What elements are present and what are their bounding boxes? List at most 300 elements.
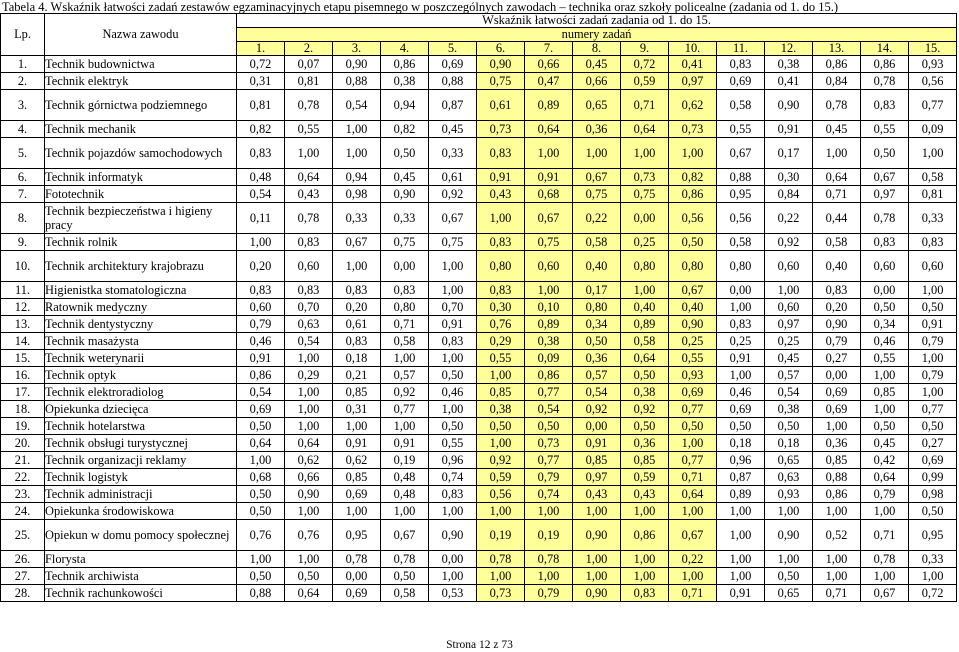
value-cell: 0,56: [717, 203, 765, 234]
row-number: 12.: [1, 299, 45, 316]
row-number: 25.: [1, 520, 45, 551]
value-cell: 1,00: [621, 551, 669, 568]
row-number: 15.: [1, 350, 45, 367]
table-row: [1, 186, 957, 203]
value-cell: 0,38: [621, 384, 669, 401]
value-cell: 0,86: [621, 520, 669, 551]
value-cell: 0,50: [477, 418, 525, 435]
value-cell: 0,78: [285, 90, 333, 121]
table-row: [1, 316, 957, 333]
value-cell: 1,00: [429, 282, 477, 299]
value-cell: 0,60: [861, 251, 909, 282]
value-cell: 0,90: [669, 316, 717, 333]
table-row: [1, 452, 957, 469]
value-cell: 0,75: [525, 234, 573, 251]
value-cell: 0,69: [237, 401, 285, 418]
value-cell: 1,00: [765, 551, 813, 568]
value-cell: 0,90: [477, 56, 525, 73]
value-cell: 0,69: [669, 384, 717, 401]
row-number: 3.: [1, 90, 45, 121]
table-row: [1, 503, 957, 520]
value-cell: 0,79: [525, 585, 573, 602]
value-cell: 0,89: [717, 486, 765, 503]
value-cell: 0,74: [525, 486, 573, 503]
value-cell: 0,96: [717, 452, 765, 469]
value-cell: 0,64: [669, 486, 717, 503]
value-cell: 1,00: [285, 384, 333, 401]
value-cell: 0,60: [525, 251, 573, 282]
value-cell: 0,73: [477, 121, 525, 138]
value-cell: 1,00: [477, 568, 525, 585]
value-cell: 0,00: [429, 551, 477, 568]
value-cell: 1,00: [909, 350, 957, 367]
value-cell: 0,91: [717, 585, 765, 602]
value-cell: 1,00: [525, 568, 573, 585]
value-cell: 0,67: [861, 169, 909, 186]
value-cell: 0,89: [525, 316, 573, 333]
value-cell: 0,27: [909, 435, 957, 452]
table-row: [1, 367, 957, 384]
value-cell: 0,77: [381, 401, 429, 418]
value-cell: 0,50: [765, 418, 813, 435]
value-cell: 0,63: [765, 469, 813, 486]
value-cell: 0,07: [285, 56, 333, 73]
value-cell: 0,50: [909, 299, 957, 316]
value-cell: 1,00: [429, 401, 477, 418]
table-row: [1, 234, 957, 251]
value-cell: 0,70: [285, 299, 333, 316]
value-cell: 0,90: [285, 486, 333, 503]
value-cell: 1,00: [429, 350, 477, 367]
value-cell: 0,62: [333, 452, 381, 469]
row-number: 13.: [1, 316, 45, 333]
row-number: 26.: [1, 551, 45, 568]
value-cell: 0,25: [669, 333, 717, 350]
value-cell: 0,21: [333, 367, 381, 384]
value-cell: 0,67: [573, 169, 621, 186]
value-cell: 0,30: [765, 169, 813, 186]
profession-name: Opiekunka środowiskowa: [45, 503, 237, 520]
value-cell: 0,72: [237, 56, 285, 73]
value-cell: 0,42: [861, 452, 909, 469]
profession-name: Technik administracji: [45, 486, 237, 503]
table-row: [1, 203, 957, 234]
value-cell: 0,50: [429, 418, 477, 435]
value-cell: 0,64: [861, 469, 909, 486]
value-cell: 1,00: [717, 568, 765, 585]
value-cell: 0,61: [333, 316, 381, 333]
value-cell: 0,33: [909, 551, 957, 568]
value-cell: 0,92: [381, 384, 429, 401]
value-cell: 1,00: [573, 138, 621, 169]
table-row: [1, 169, 957, 186]
row-number: 14.: [1, 333, 45, 350]
value-cell: 1,00: [237, 551, 285, 568]
value-cell: 0,55: [285, 121, 333, 138]
value-cell: 0,82: [237, 121, 285, 138]
value-cell: 0,38: [525, 333, 573, 350]
task-number-header: 11.: [717, 42, 765, 56]
value-cell: 0,70: [429, 299, 477, 316]
value-cell: 1,00: [285, 418, 333, 435]
table-row: [1, 520, 957, 551]
value-cell: 1,00: [861, 503, 909, 520]
value-cell: 0,80: [573, 299, 621, 316]
value-cell: 0,86: [669, 186, 717, 203]
value-cell: 0,36: [621, 435, 669, 452]
table-caption: Tabela 4. Wskaźnik łatwości zadań zestawów egzaminacyjnych etapu pisemnego w poszczególnych zawodach – technika oraz szkoły policealne (zadania od 1. do 15.): [2, 0, 839, 14]
value-cell: 0,91: [477, 169, 525, 186]
task-number-header: 8.: [573, 42, 621, 56]
value-cell: 0,50: [861, 138, 909, 169]
value-cell: 1,00: [285, 350, 333, 367]
value-cell: 0,30: [477, 299, 525, 316]
table-row: [1, 73, 957, 90]
value-cell: 0,60: [285, 251, 333, 282]
value-cell: 0,91: [909, 316, 957, 333]
value-cell: 0,40: [621, 299, 669, 316]
row-number: 6.: [1, 169, 45, 186]
value-cell: 0,91: [429, 316, 477, 333]
table-row: [1, 350, 957, 367]
value-cell: 0,95: [909, 520, 957, 551]
task-number-header: 7.: [525, 42, 573, 56]
value-cell: 0,50: [525, 418, 573, 435]
value-cell: 0,91: [525, 169, 573, 186]
value-cell: 0,83: [381, 282, 429, 299]
profession-name: Technik hotelarstwa: [45, 418, 237, 435]
value-cell: 0,50: [861, 418, 909, 435]
value-cell: 0,36: [573, 350, 621, 367]
value-cell: 0,20: [813, 299, 861, 316]
value-cell: 0,79: [237, 316, 285, 333]
header-lp: Lp.: [1, 14, 45, 56]
value-cell: 1,00: [717, 503, 765, 520]
value-cell: 0,55: [669, 350, 717, 367]
value-cell: 1,00: [333, 418, 381, 435]
value-cell: 0,50: [909, 503, 957, 520]
value-cell: 0,71: [813, 585, 861, 602]
value-cell: 0,78: [285, 203, 333, 234]
value-cell: 1,00: [621, 138, 669, 169]
value-cell: 0,80: [669, 251, 717, 282]
value-cell: 0,31: [333, 401, 381, 418]
value-cell: 0,73: [525, 435, 573, 452]
value-cell: 0,73: [669, 121, 717, 138]
value-cell: 0,50: [621, 367, 669, 384]
value-cell: 0,64: [285, 585, 333, 602]
table-row: [1, 469, 957, 486]
table-row: [1, 90, 957, 121]
value-cell: 0,52: [813, 520, 861, 551]
value-cell: 0,92: [621, 401, 669, 418]
value-cell: 0,78: [525, 551, 573, 568]
value-cell: 0,84: [813, 73, 861, 90]
value-cell: 1,00: [381, 418, 429, 435]
value-cell: 0,40: [813, 251, 861, 282]
value-cell: 1,00: [333, 138, 381, 169]
value-cell: 0,50: [717, 418, 765, 435]
value-cell: 1,00: [717, 367, 765, 384]
value-cell: 0,72: [909, 585, 957, 602]
value-cell: 0,50: [237, 568, 285, 585]
value-cell: 0,85: [477, 384, 525, 401]
value-cell: 0,78: [813, 90, 861, 121]
value-cell: 0,45: [813, 121, 861, 138]
value-cell: 0,83: [909, 234, 957, 251]
value-cell: 0,86: [861, 56, 909, 73]
value-cell: 0,50: [237, 418, 285, 435]
value-cell: 0,09: [909, 121, 957, 138]
value-cell: 0,67: [669, 282, 717, 299]
value-cell: 0,50: [285, 568, 333, 585]
value-cell: 0,64: [813, 169, 861, 186]
value-cell: 0,96: [429, 452, 477, 469]
profession-name: Technik elektryk: [45, 73, 237, 90]
value-cell: 0,71: [669, 469, 717, 486]
value-cell: 0,38: [765, 56, 813, 73]
value-cell: 0,46: [717, 384, 765, 401]
value-cell: 0,60: [765, 251, 813, 282]
value-cell: 0,73: [621, 169, 669, 186]
table-row: [1, 435, 957, 452]
table-row: [1, 384, 957, 401]
value-cell: 1,00: [285, 138, 333, 169]
value-cell: 0,55: [477, 350, 525, 367]
value-cell: 0,64: [525, 121, 573, 138]
profession-name: Technik budownictwa: [45, 56, 237, 73]
value-cell: 0,43: [477, 186, 525, 203]
profession-name: Technik pojazdów samochodowych: [45, 138, 237, 169]
value-cell: 1,00: [669, 138, 717, 169]
value-cell: 0,67: [381, 520, 429, 551]
task-number-header: 3.: [333, 42, 381, 56]
value-cell: 0,46: [861, 333, 909, 350]
value-cell: 0,25: [621, 234, 669, 251]
value-cell: 0,83: [717, 56, 765, 73]
table-row: [1, 56, 957, 73]
value-cell: 1,00: [573, 551, 621, 568]
value-cell: 0,33: [909, 203, 957, 234]
value-cell: 0,90: [573, 585, 621, 602]
row-number: 28.: [1, 585, 45, 602]
value-cell: 0,94: [333, 169, 381, 186]
value-cell: 0,83: [477, 234, 525, 251]
value-cell: 0,64: [237, 435, 285, 452]
value-cell: 0,58: [909, 169, 957, 186]
value-cell: 0,82: [669, 169, 717, 186]
value-cell: 0,50: [381, 568, 429, 585]
row-number: 11.: [1, 282, 45, 299]
value-cell: 0,62: [669, 90, 717, 121]
profession-name: Technik optyk: [45, 367, 237, 384]
value-cell: 0,88: [237, 585, 285, 602]
value-cell: 1,00: [861, 401, 909, 418]
value-cell: 0,00: [381, 251, 429, 282]
value-cell: 0,87: [429, 90, 477, 121]
table-row: [1, 551, 957, 568]
value-cell: 0,69: [333, 486, 381, 503]
value-cell: 0,58: [573, 234, 621, 251]
value-cell: 0,58: [717, 90, 765, 121]
value-cell: 1,00: [717, 520, 765, 551]
value-cell: 0,67: [429, 203, 477, 234]
value-cell: 0,64: [621, 350, 669, 367]
profession-name: Technik informatyk: [45, 169, 237, 186]
profession-name: Technik masażysta: [45, 333, 237, 350]
value-cell: 0,83: [333, 333, 381, 350]
value-cell: 0,75: [573, 186, 621, 203]
value-cell: 0,83: [717, 316, 765, 333]
value-cell: 0,71: [813, 186, 861, 203]
profession-name: Technik elektroradiolog: [45, 384, 237, 401]
row-number: 24.: [1, 503, 45, 520]
value-cell: 0,65: [573, 90, 621, 121]
value-cell: 0,77: [525, 452, 573, 469]
value-cell: 0,48: [381, 486, 429, 503]
value-cell: 0,47: [525, 73, 573, 90]
value-cell: 0,59: [621, 469, 669, 486]
value-cell: 0,45: [429, 121, 477, 138]
value-cell: 0,65: [765, 452, 813, 469]
value-cell: 0,69: [813, 384, 861, 401]
value-cell: 0,75: [381, 234, 429, 251]
value-cell: 0,27: [813, 350, 861, 367]
value-cell: 0,19: [525, 520, 573, 551]
value-cell: 1,00: [909, 282, 957, 299]
value-cell: 0,50: [381, 138, 429, 169]
value-cell: 1,00: [861, 367, 909, 384]
row-number: 1.: [1, 56, 45, 73]
task-number-header: 13.: [813, 42, 861, 56]
value-cell: 0,22: [573, 203, 621, 234]
value-cell: 0,33: [333, 203, 381, 234]
table-row: [1, 568, 957, 585]
value-cell: 0,77: [669, 401, 717, 418]
value-cell: 0,60: [909, 251, 957, 282]
value-cell: 0,81: [237, 90, 285, 121]
value-cell: 1,00: [525, 503, 573, 520]
value-cell: 1,00: [429, 503, 477, 520]
value-cell: 0,57: [765, 367, 813, 384]
row-number: 16.: [1, 367, 45, 384]
value-cell: 0,91: [381, 435, 429, 452]
value-cell: 0,65: [765, 585, 813, 602]
value-cell: 0,64: [285, 169, 333, 186]
value-cell: 0,83: [429, 486, 477, 503]
value-cell: 1,00: [621, 568, 669, 585]
value-cell: 0,55: [717, 121, 765, 138]
value-cell: 0,72: [621, 56, 669, 73]
value-cell: 0,90: [333, 56, 381, 73]
value-cell: 0,62: [285, 452, 333, 469]
value-cell: 0,69: [813, 401, 861, 418]
profession-name: Opiekunka dziecięca: [45, 401, 237, 418]
value-cell: 0,77: [909, 90, 957, 121]
value-cell: 0,45: [381, 169, 429, 186]
value-cell: 0,63: [285, 316, 333, 333]
value-cell: 1,00: [813, 568, 861, 585]
value-cell: 0,43: [285, 186, 333, 203]
value-cell: 0,92: [765, 234, 813, 251]
row-number: 22.: [1, 469, 45, 486]
header-task-numbers: numery zadań: [237, 28, 957, 42]
value-cell: 0,34: [573, 316, 621, 333]
value-cell: 1,00: [621, 503, 669, 520]
row-number: 9.: [1, 234, 45, 251]
profession-name: Technik organizacji reklamy: [45, 452, 237, 469]
value-cell: 0,78: [861, 551, 909, 568]
row-number: 17.: [1, 384, 45, 401]
value-cell: 1,00: [813, 503, 861, 520]
value-cell: 1,00: [429, 568, 477, 585]
value-cell: 0,83: [477, 282, 525, 299]
value-cell: 1,00: [669, 503, 717, 520]
value-cell: 0,50: [429, 367, 477, 384]
value-cell: 0,60: [237, 299, 285, 316]
value-cell: 0,64: [285, 435, 333, 452]
value-cell: 0,50: [237, 503, 285, 520]
value-cell: 1,00: [813, 138, 861, 169]
value-cell: 0,78: [861, 73, 909, 90]
value-cell: 0,85: [621, 452, 669, 469]
value-cell: 0,97: [573, 469, 621, 486]
row-number: 7.: [1, 186, 45, 203]
row-number: 19.: [1, 418, 45, 435]
value-cell: 0,86: [813, 56, 861, 73]
value-cell: 0,57: [573, 367, 621, 384]
value-cell: 0,58: [621, 333, 669, 350]
value-cell: 0,61: [429, 169, 477, 186]
value-cell: 0,22: [669, 551, 717, 568]
value-cell: 0,88: [429, 73, 477, 90]
value-cell: 0,50: [765, 568, 813, 585]
value-cell: 0,33: [381, 203, 429, 234]
value-cell: 1,00: [669, 435, 717, 452]
row-number: 18.: [1, 401, 45, 418]
value-cell: 0,45: [861, 435, 909, 452]
value-cell: 0,79: [525, 469, 573, 486]
value-cell: 0,38: [381, 73, 429, 90]
value-cell: 0,50: [909, 418, 957, 435]
value-cell: 0,17: [765, 138, 813, 169]
value-cell: 0,79: [861, 486, 909, 503]
value-cell: 0,17: [573, 282, 621, 299]
value-cell: 0,85: [333, 384, 381, 401]
value-cell: 1,00: [621, 282, 669, 299]
value-cell: 0,09: [525, 350, 573, 367]
value-cell: 0,50: [669, 234, 717, 251]
value-cell: 0,79: [909, 333, 957, 350]
value-cell: 0,10: [525, 299, 573, 316]
value-cell: 0,85: [573, 452, 621, 469]
value-cell: 1,00: [765, 503, 813, 520]
value-cell: 0,38: [765, 401, 813, 418]
value-cell: 0,18: [765, 435, 813, 452]
row-number: 4.: [1, 121, 45, 138]
value-cell: 0,43: [621, 486, 669, 503]
value-cell: 1,00: [525, 138, 573, 169]
value-cell: 0,50: [237, 486, 285, 503]
value-cell: 0,48: [381, 469, 429, 486]
row-number: 20.: [1, 435, 45, 452]
value-cell: 0,80: [717, 251, 765, 282]
value-cell: 0,29: [477, 333, 525, 350]
value-cell: 0,91: [237, 350, 285, 367]
value-cell: 0,20: [237, 251, 285, 282]
value-cell: 0,78: [861, 203, 909, 234]
task-number-header: 10.: [669, 42, 717, 56]
